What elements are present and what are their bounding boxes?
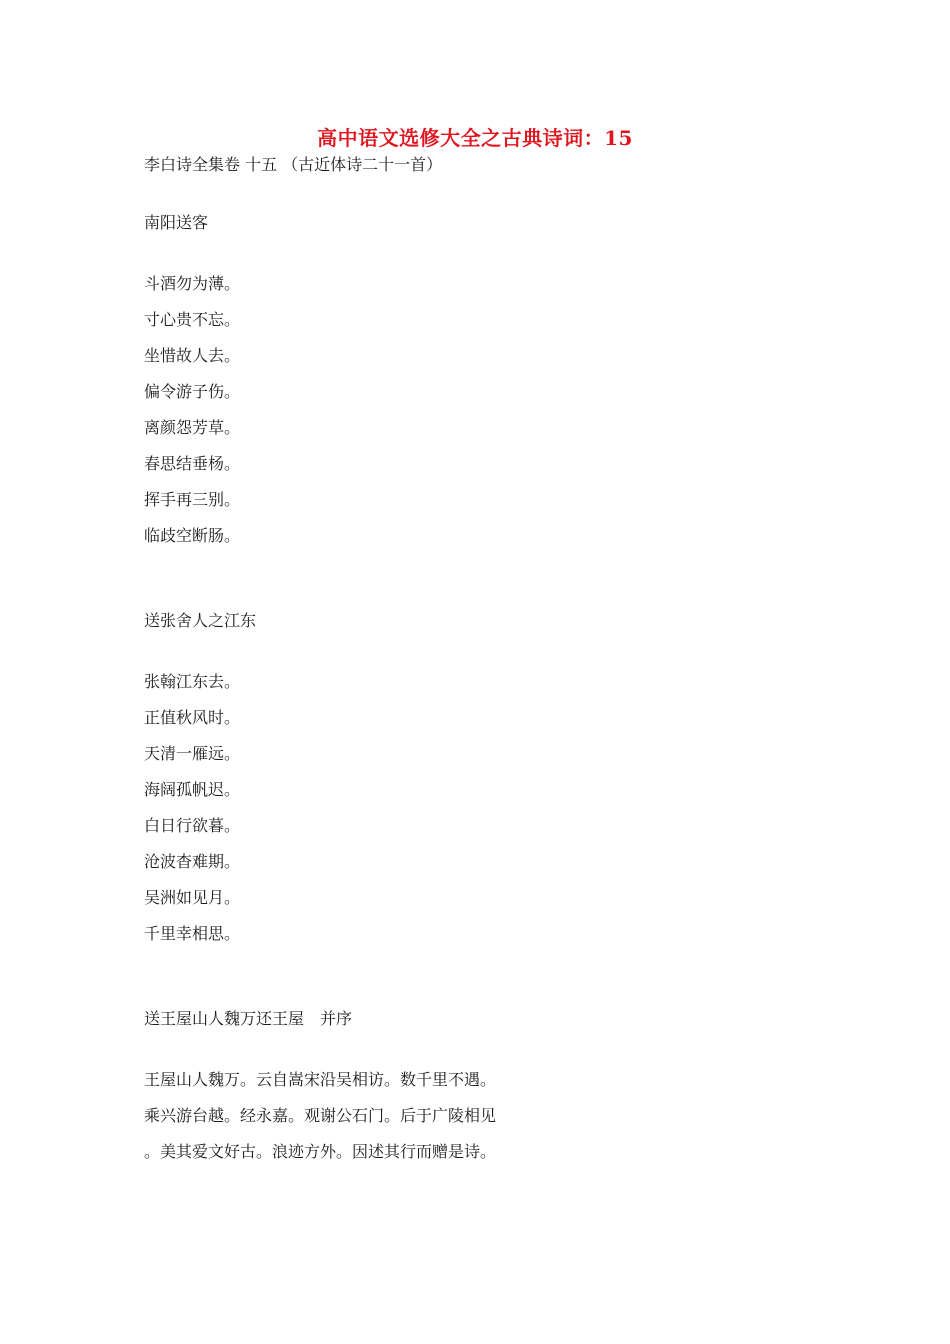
poem-preface (144, 1069, 496, 1177)
poem-title: 送张舍人之江东 (144, 611, 257, 630)
preface-line: 。美其爱文好古。浪迹方外。因述其行而赠是诗。 (144, 1142, 497, 1161)
poem-line: 千里幸相思。 (144, 924, 241, 943)
poem-line: 寸心贵不忘。 (144, 310, 241, 329)
poem-line: 白日行欲暮。 (144, 816, 241, 835)
document-subtitle: 李白诗全集卷 十五 （古近体诗二十一首） (144, 155, 443, 174)
poem-line: 春思结垂杨。 (144, 454, 241, 473)
document-title: 高中语文选修大全之古典诗词：15 (317, 126, 633, 150)
poem-line: 吴洲如见月。 (144, 888, 241, 907)
preface-line: 王屋山人魏万。云自嵩宋沿吴相访。数千里不遇。 (144, 1070, 497, 1089)
poem-line: 坐惜故人去。 (144, 346, 241, 365)
poem-line: 离颜怨芳草。 (144, 418, 241, 437)
poem-line: 海阔孤帆迟。 (144, 780, 241, 799)
poem-line: 张翰江东去。 (144, 672, 241, 691)
poem-line: 临歧空断肠。 (144, 526, 241, 545)
poem-line: 沧波杳难期。 (144, 852, 241, 871)
poem-line: 斗酒勿为薄。 (144, 274, 241, 293)
poem-line: 偏令游子伤。 (144, 382, 241, 401)
poem-line: 正值秋风时。 (144, 708, 241, 727)
poem-title: 送王屋山人魏万还王屋 并序 (144, 1009, 353, 1028)
poem-line: 天清一雁远。 (144, 744, 241, 763)
preface-line: 乘兴游台越。经永嘉。观谢公石门。后于广陵相见 (144, 1106, 497, 1125)
poem-body (144, 671, 240, 959)
poem-title: 南阳送客 (144, 213, 209, 232)
poem-line: 挥手再三别。 (144, 490, 241, 509)
poem-body (144, 273, 240, 561)
